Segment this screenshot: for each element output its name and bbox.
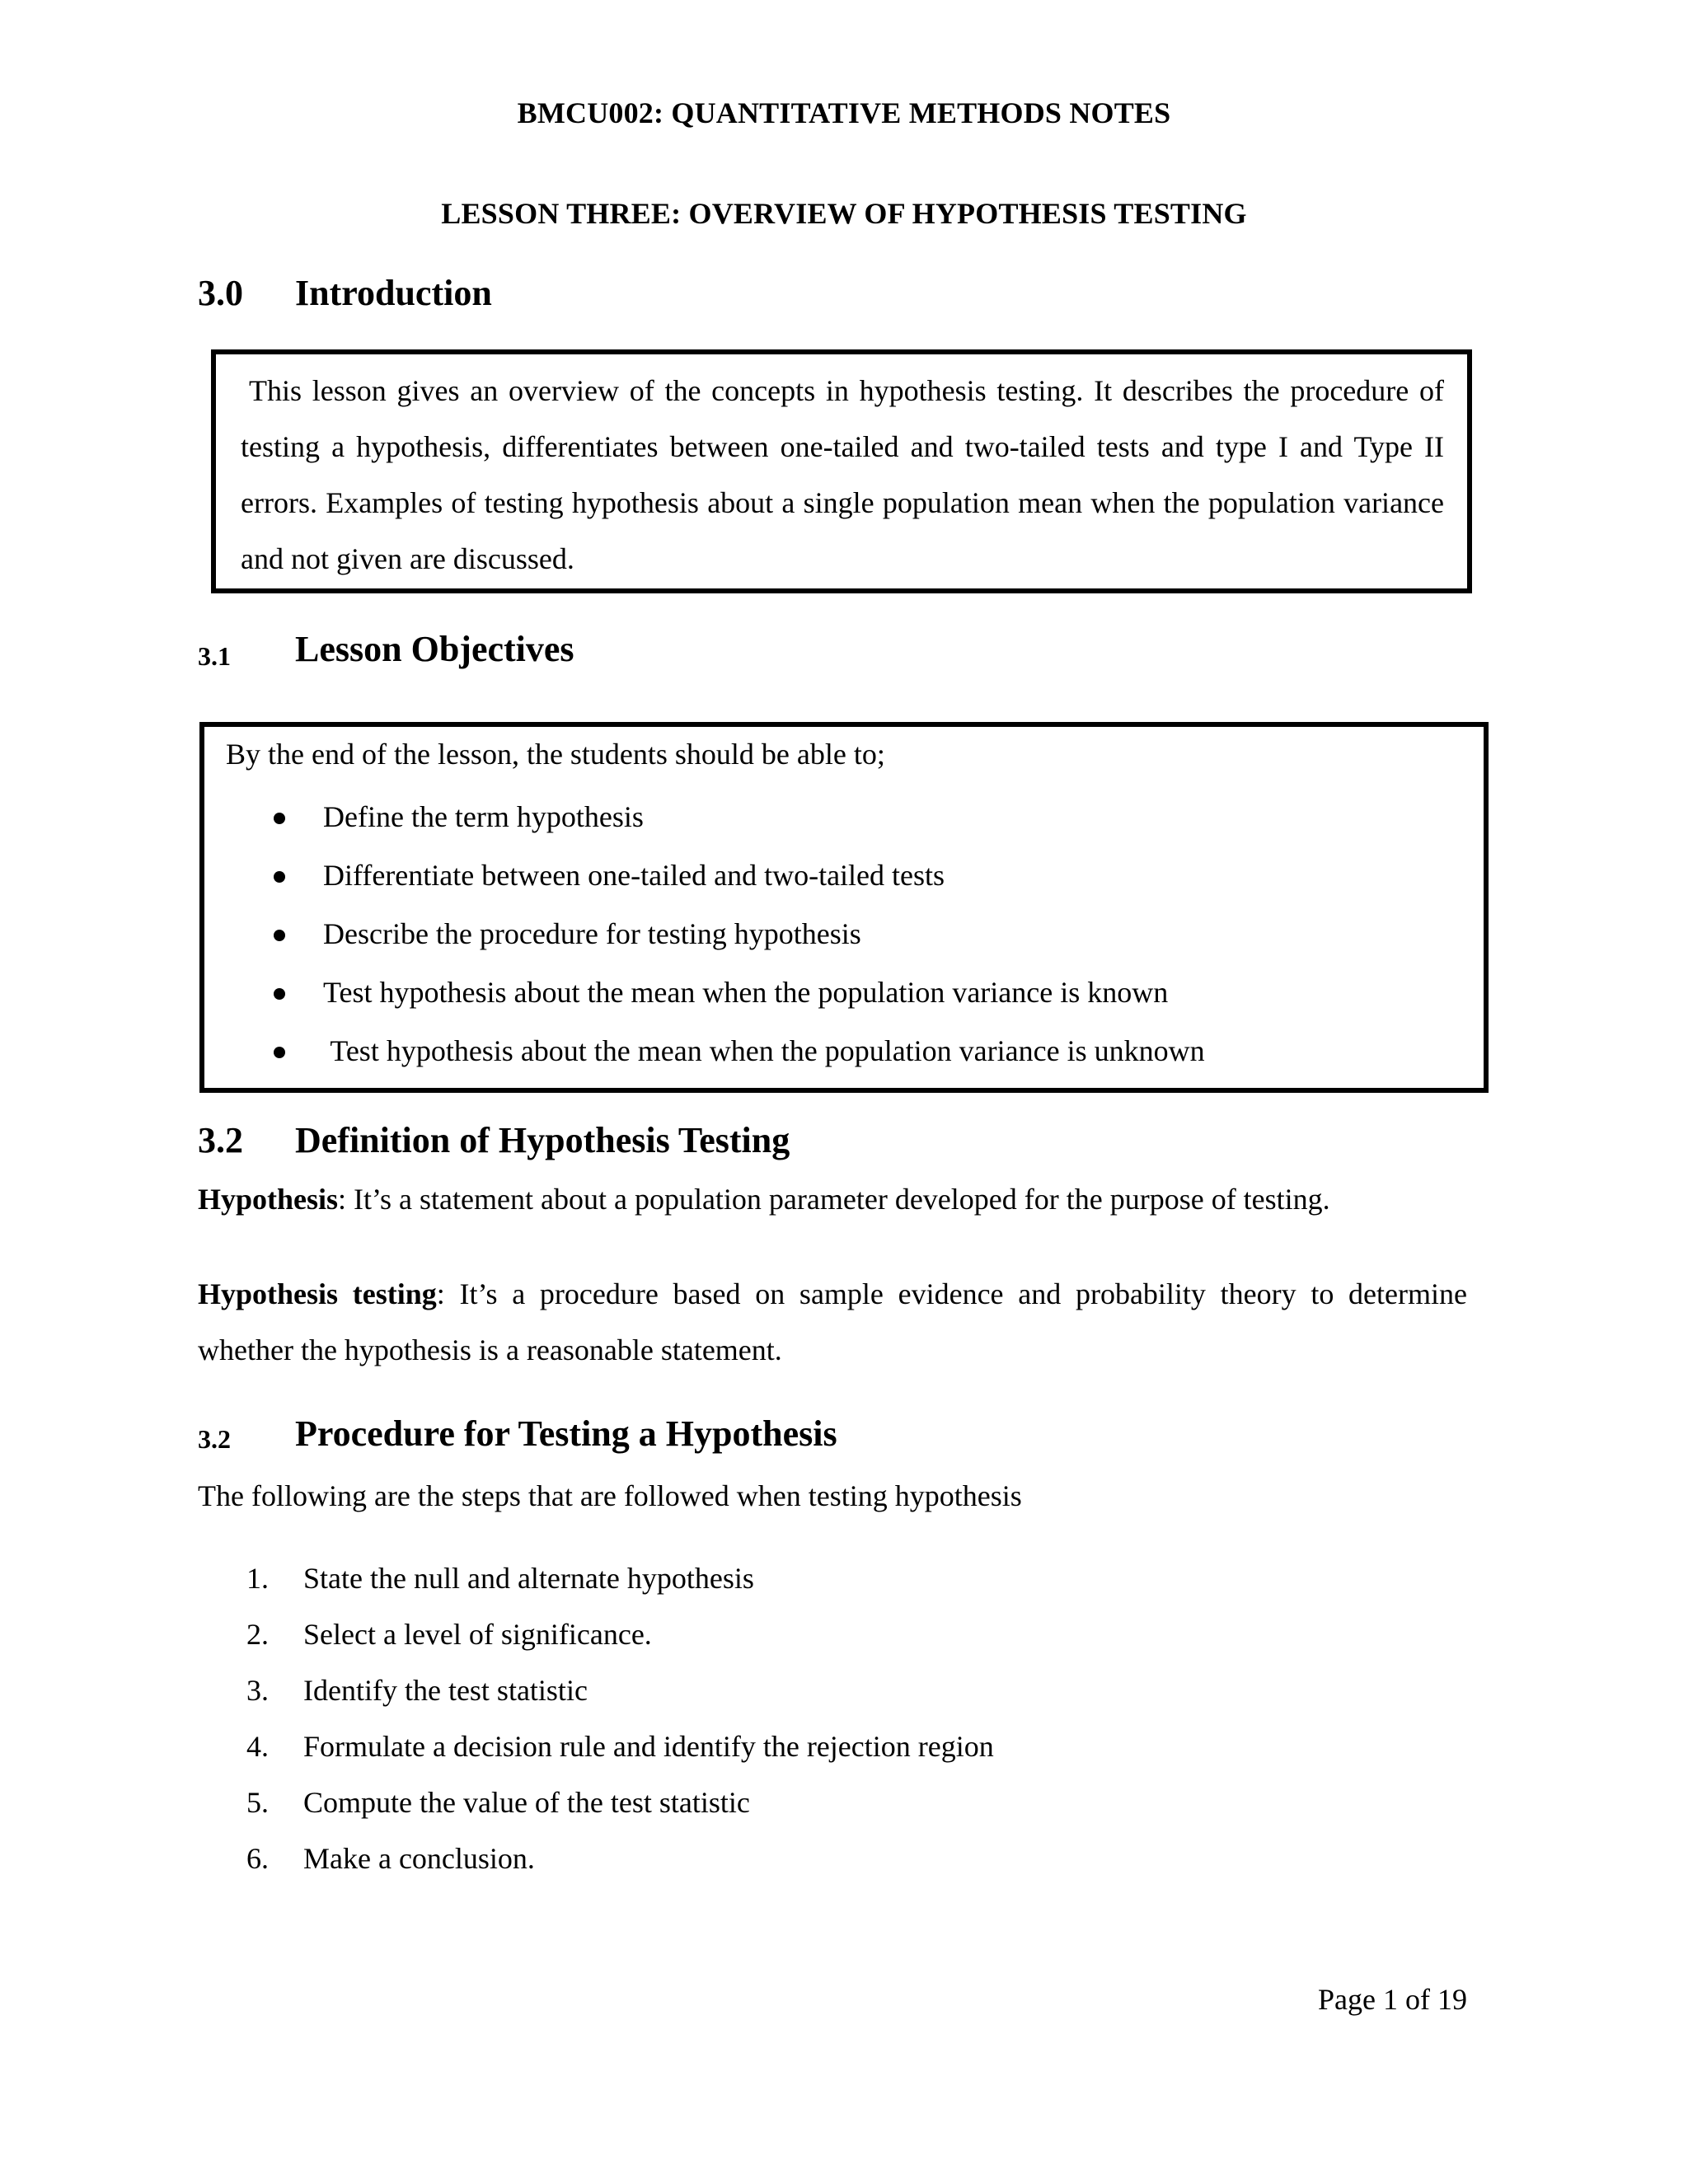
objective-text: Define the term hypothesis [323,800,644,833]
lesson-title: LESSON THREE: OVERVIEW OF HYPOTHESIS TESTING [441,197,1247,230]
bullet-icon [274,930,285,941]
step-text: Compute the value of the test statistic [303,1786,750,1819]
hypothesis-term: Hypothesis [198,1183,339,1216]
step-number: 6. [246,1842,269,1875]
course-title: BMCU002: QUANTITATIVE METHODS NOTES [517,96,1171,129]
intro-box [211,349,1472,593]
objectives-box [199,722,1489,1093]
procedure-section-title: Procedure for Testing a Hypothesis [295,1413,837,1454]
hypothesis-testing-term: Hypothesis testing [198,1277,437,1310]
objective-text: Differentiate between one-tailed and two-tailed tests [323,859,945,892]
intro-text: This lesson gives an overview of the concepts in hypothesis testing. It describes the procedure of testing a hypothesis, differentiates between one-tailed and two-tailed tests and type I and Type II errors. Examples of testing hypothesis about a single population mean when the population variance and not given are discussed. [241,374,1444,575]
objectives-section-title: Lesson Objectives [295,629,574,669]
step-number: 4. [246,1730,269,1763]
hypothesis-testing-definition [198,1266,1467,1378]
hypothesis-definition [198,1179,1467,1220]
hypothesis-text: : It’s a statement about a population parameter developed for the purpose of testing. [338,1183,1330,1216]
step-text: Make a conclusion. [303,1842,535,1875]
hypothesis-testing-text: : It’s a procedure based on sample evidence and probability theory to determine whether the hypothesis is a reasonable statement. [198,1277,1467,1366]
definition-section-title: Definition of Hypothesis Testing [295,1120,790,1160]
objective-text: Describe the procedure for testing hypothesis [323,917,861,950]
procedure-step [0,1558,1688,1599]
definition-section-number: 3.2 [198,1120,243,1160]
bullet-icon [274,871,285,883]
procedure-intro: The following are the steps that are followed when testing hypothesis [198,1479,1022,1512]
procedure-step [0,1614,1688,1655]
step-number: 5. [246,1786,269,1819]
procedure-step [0,1670,1688,1711]
page-number: Page 1 of 19 [1318,1983,1467,2016]
objective-text: Test hypothesis about the mean when the population variance is known [323,976,1169,1009]
intro-section-title: Introduction [295,273,492,313]
objective-text: Test hypothesis about the mean when the population variance is unknown [323,1034,1205,1067]
bullet-icon [274,988,285,1000]
step-text: Select a level of significance. [303,1618,652,1651]
step-text: Identify the test statistic [303,1674,588,1707]
objectives-section-number: 3.1 [198,641,231,671]
procedure-step [0,1838,1688,1879]
step-text: State the null and alternate hypothesis [303,1562,754,1595]
objectives-intro: By the end of the lesson, the students should be able to; [226,738,885,771]
step-number: 2. [246,1618,269,1651]
step-number: 1. [246,1562,269,1595]
step-number: 3. [246,1674,269,1707]
intro-section-number: 3.0 [198,273,243,313]
bullet-icon [274,1047,285,1058]
procedure-section-number: 3.2 [198,1424,231,1454]
step-text: Formulate a decision rule and identify the rejection region [303,1730,994,1763]
bullet-icon [274,813,285,824]
procedure-step [0,1726,1688,1767]
procedure-step [0,1782,1688,1823]
